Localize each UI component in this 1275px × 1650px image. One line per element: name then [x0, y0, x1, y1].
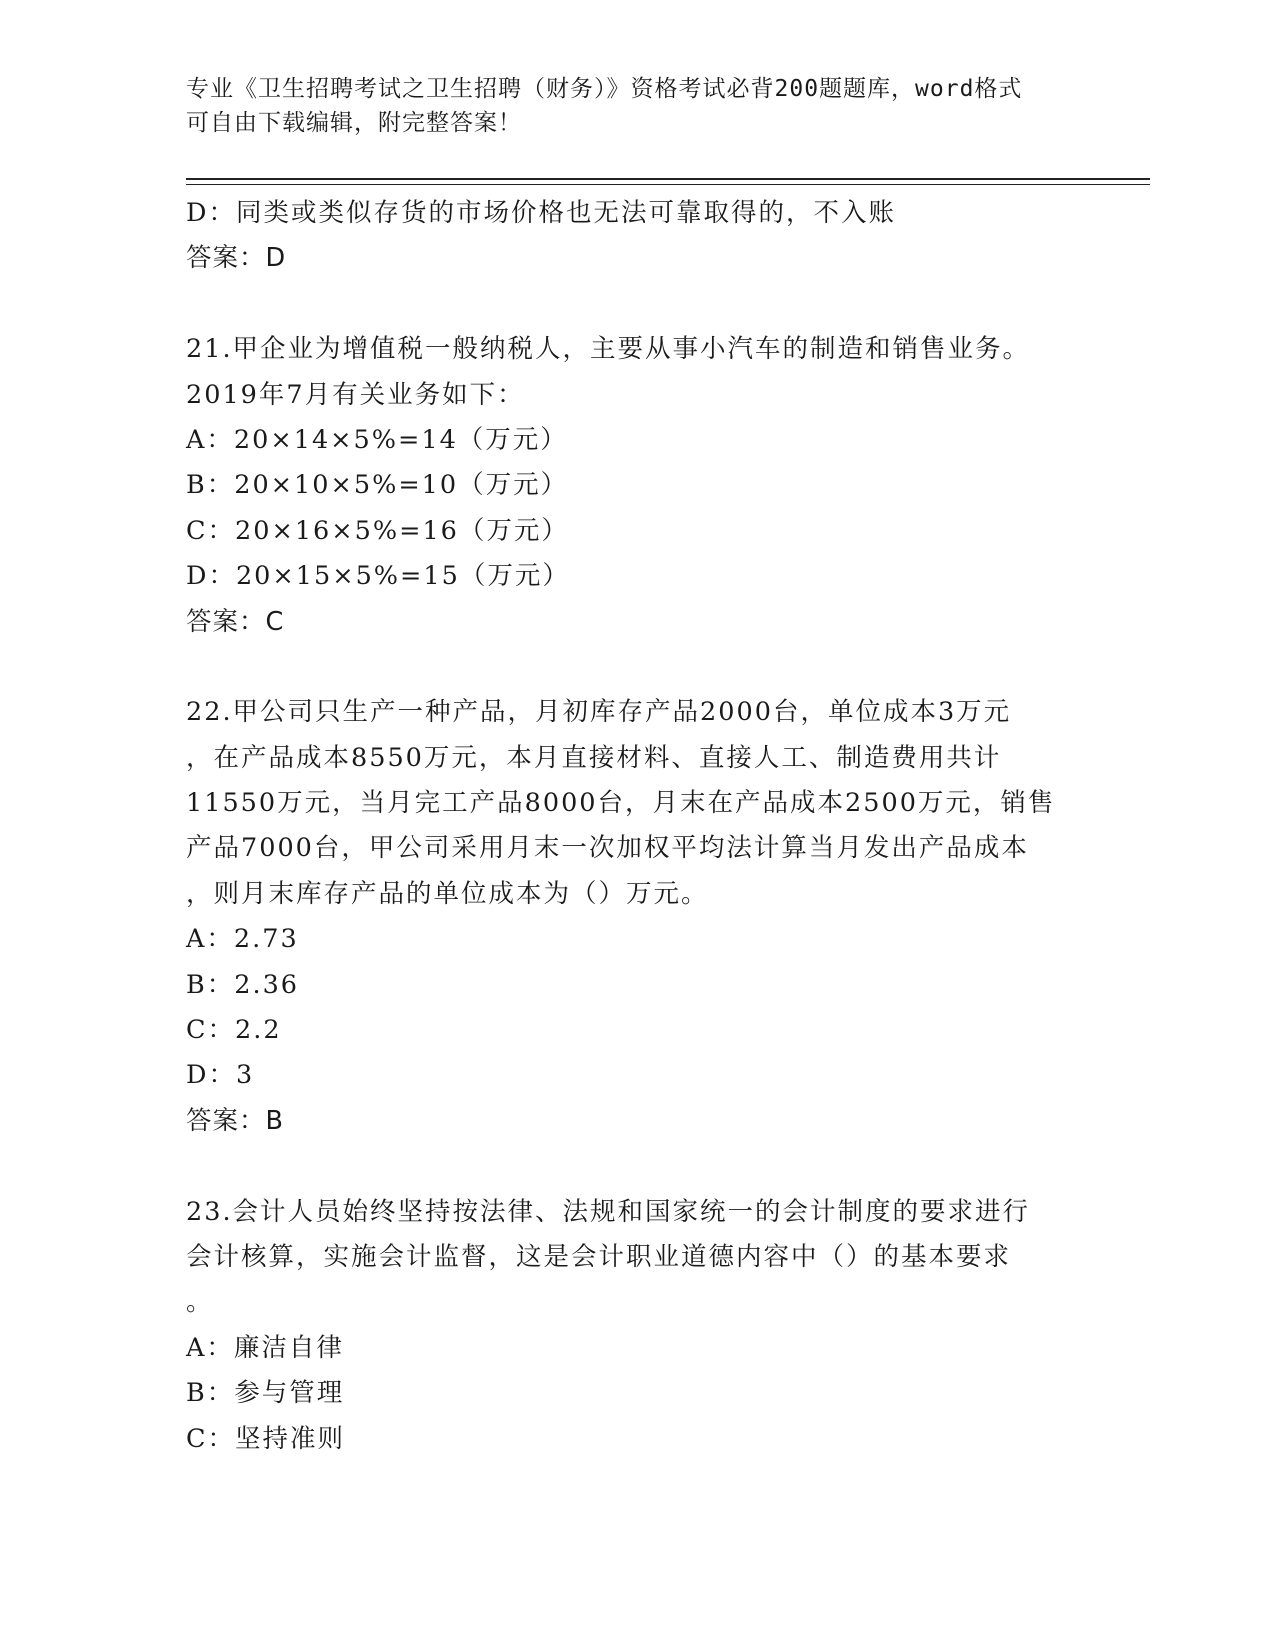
option-b: B：2.36	[186, 969, 300, 1000]
option-a: A：20×14×5%=14（万元）	[186, 424, 568, 455]
question-stem-line: 22.甲公司只生产一种产品，月初库存产品2000台，单位成本3万元	[186, 697, 1012, 728]
option-d: D：3	[186, 1060, 255, 1091]
option-b: B：20×10×5%=10（万元）	[186, 470, 569, 501]
question-22	[186, 690, 1086, 1144]
option-b: B：参与管理	[186, 1378, 345, 1409]
question-stem-line: 2019年7月有关业务如下：	[186, 379, 525, 410]
question-stem-line: ，在产品成本8550万元，本月直接材料、直接人工、制造费用共计	[186, 742, 1002, 773]
header-line-2: 可自由下载编辑，附完整答案！	[186, 110, 522, 136]
header-line-1: 专业《卫生招聘考试之卫生招聘（财务）》资格考试必背200题题库，word格式	[186, 76, 1023, 102]
option-a: A：廉洁自律	[186, 1332, 344, 1363]
question-23	[186, 1190, 1086, 1462]
spacer	[186, 282, 1086, 327]
question-list	[186, 191, 1086, 1462]
spacer	[186, 1144, 1086, 1189]
question-stem-line: 产品7000台，甲公司采用月末一次加权平均法计算当月发出产品成本	[186, 833, 1029, 864]
header-divider-thick	[186, 178, 1150, 180]
question-stem-line: 。	[186, 1287, 214, 1318]
option-c: C：20×16×5%=16（万元）	[186, 515, 569, 546]
answer-line: 答案：D	[186, 243, 287, 274]
question-stem-line: 会计核算，实施会计监督，这是会计职业道德内容中（）的基本要求	[186, 1241, 1012, 1272]
option-d: D：20×15×5%=15（万元）	[186, 561, 570, 592]
option-c: C：坚持准则	[186, 1423, 346, 1454]
question-stem-line: 23.会计人员始终坚持按法律、法规和国家统一的会计制度的要求进行	[186, 1196, 1031, 1227]
option-a: A：2.73	[186, 924, 299, 955]
spacer	[186, 645, 1086, 690]
question-stem-line: 11550万元，当月完工产品8000台，月末在产品成本2500万元，销售	[186, 788, 1056, 819]
question-stem-line: ，则月末库存产品的单位成本为（）万元。	[186, 878, 709, 909]
option-d: D：同类或类似存货的市场价格也无法可靠取得的，不入账	[186, 198, 896, 228]
question-stem-line: 21.甲企业为增值税一般纳税人，主要从事小汽车的制造和销售业务。	[186, 334, 1031, 365]
question-21	[186, 327, 1086, 645]
answer-line: 答案：B	[186, 1105, 284, 1136]
answer-line: 答案：C	[186, 606, 285, 637]
page-header	[186, 72, 1066, 140]
header-divider-thin	[186, 184, 1150, 185]
option-c: C：2.2	[186, 1015, 282, 1046]
